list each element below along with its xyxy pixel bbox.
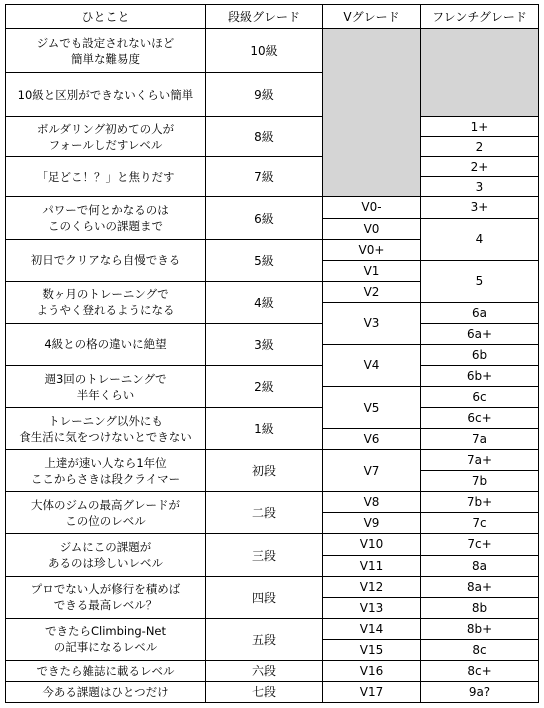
french-cell: 8c+ [421, 660, 539, 681]
french-cell: 7c+ [421, 534, 539, 555]
comment-cell [6, 117, 206, 157]
comment-cell [6, 660, 206, 681]
vgrade-cell: V14 [323, 618, 421, 639]
french-cell: 7b+ [421, 492, 539, 513]
vgrade-cell: V3 [323, 302, 421, 344]
comment-line: 食生活に気をつけないとできない [19, 429, 192, 444]
dankyu-cell: 9級 [206, 73, 323, 117]
comment-line: 「足どこ！？」と焦りだす [36, 169, 175, 184]
table-row [6, 197, 539, 218]
dankyu-cell: 4級 [206, 281, 323, 323]
comment-cell [6, 73, 206, 117]
comment-line: プロでない人が修行を積めば [30, 582, 181, 597]
table-row [6, 323, 539, 344]
empty-vgrade-cell [323, 29, 421, 197]
vgrade-cell: V9 [323, 513, 421, 534]
table-row [6, 681, 539, 702]
vgrade-cell: V6 [323, 429, 421, 450]
comment-cell [6, 408, 206, 450]
french-cell: 2 [421, 137, 539, 157]
empty-french-cell [421, 29, 539, 117]
table-row [6, 618, 539, 639]
vgrade-cell: V7 [323, 450, 421, 492]
header-row [6, 5, 539, 29]
comment-line: トレーニング以外にも [48, 413, 163, 428]
french-cell: 7a [421, 429, 539, 450]
comment-line: あるのは珍しいレベル [48, 556, 163, 570]
french-cell: 7a+ [421, 450, 539, 471]
comment-line: 週3回のトレーニングで [44, 371, 167, 386]
comment-cell [6, 618, 206, 660]
vgrade-cell: V16 [323, 660, 421, 681]
dankyu-cell: 3級 [206, 323, 323, 365]
dankyu-cell: 7級 [206, 157, 323, 197]
comment-line: パワーで何とかなるのは [42, 203, 169, 217]
comment-line: できたら雑誌に載るレベル [36, 663, 175, 678]
comment-cell [6, 365, 206, 407]
table-row [6, 450, 539, 471]
dankyu-cell: 四段 [206, 576, 323, 618]
table-row [6, 157, 539, 177]
header-comment: ひとこと [6, 5, 206, 29]
dankyu-cell: 三段 [206, 534, 323, 576]
vgrade-cell: V2 [323, 281, 421, 302]
comment-line: 半年くらい [76, 387, 135, 402]
french-cell: 8b [421, 597, 539, 618]
vgrade-cell: V0 [323, 218, 421, 239]
comment-line: 10級と区別ができないくらい簡単 [17, 87, 194, 102]
dankyu-cell: 2級 [206, 365, 323, 407]
comment-line: ジムでも設定されないほど [36, 35, 175, 50]
comment-line: ジムにこの課題が [59, 540, 152, 554]
comment-line: できる最高レベル？ [53, 598, 158, 613]
comment-line: 大体のジムの最高グレードが [30, 497, 181, 512]
vgrade-cell: V13 [323, 597, 421, 618]
vgrade-cell: V0+ [323, 239, 421, 260]
grade-comparison-table [5, 4, 539, 703]
french-cell: 6c+ [421, 408, 539, 429]
comment-line: 数ヶ月のトレーニングで [42, 287, 169, 302]
french-cell: 7c [421, 513, 539, 534]
comment-cell [6, 281, 206, 323]
comment-cell [6, 681, 206, 702]
french-cell: 1+ [421, 117, 539, 137]
french-cell: 3+ [421, 197, 539, 218]
table-row [6, 117, 539, 137]
comment-line: できたらClimbing-Net [44, 624, 167, 639]
french-cell: 7b [421, 471, 539, 492]
table-row [6, 492, 539, 513]
french-cell: 8c [421, 639, 539, 660]
dankyu-cell: 1級 [206, 408, 323, 450]
french-cell: 6c [421, 387, 539, 408]
header-dankyu: 段級グレード [206, 5, 323, 29]
comment-cell [6, 576, 206, 618]
french-cell: 6a [421, 302, 539, 323]
dankyu-cell: 6級 [206, 197, 323, 239]
dankyu-cell: 二段 [206, 492, 323, 534]
comment-cell [6, 323, 206, 365]
french-cell: 8b+ [421, 618, 539, 639]
comment-line: ようやく登れるようになる [36, 303, 175, 318]
comment-line: 4級との格の違いに絶望 [44, 337, 167, 352]
vgrade-cell: V10 [323, 534, 421, 555]
french-cell: 6b [421, 344, 539, 365]
comment-line: 簡単な難易度 [71, 51, 140, 66]
table-row [6, 29, 539, 51]
french-cell: 2+ [421, 157, 539, 177]
vgrade-cell: V15 [323, 639, 421, 660]
french-cell: 4 [421, 218, 539, 260]
comment-line: ここからさきは段クライマー [30, 471, 181, 486]
table-row [6, 534, 539, 555]
french-cell: 8a+ [421, 576, 539, 597]
dankyu-cell: 10級 [206, 29, 323, 73]
french-cell: 9a? [421, 681, 539, 702]
comment-line: このくらいの課題まで [48, 219, 163, 233]
dankyu-cell: 六段 [206, 660, 323, 681]
header-vgrade: Vグレード [323, 5, 421, 29]
comment-line: この位のレベル [65, 513, 146, 528]
dankyu-cell: 五段 [206, 618, 323, 660]
comment-cell [6, 450, 206, 492]
table-row [6, 365, 539, 386]
header-french: フレンチグレード [421, 5, 539, 29]
comment-cell [6, 239, 206, 281]
table-row [6, 408, 539, 429]
dankyu-cell: 8級 [206, 117, 323, 157]
vgrade-cell: V0- [323, 197, 421, 218]
vgrade-cell: V11 [323, 555, 421, 576]
french-cell: 8a [421, 555, 539, 576]
french-cell: 5 [421, 260, 539, 302]
comment-line: 初日でクリアなら自慢できる [30, 253, 181, 268]
vgrade-cell: V8 [323, 492, 421, 513]
french-cell: 6b+ [421, 365, 539, 386]
comment-line: 今ある課題はひとつだけ [42, 684, 169, 699]
comment-line: ボルダリング初めての人が [36, 121, 175, 136]
comment-line: フォールしだすレベル [48, 137, 163, 152]
comment-cell [6, 492, 206, 534]
table-row [6, 576, 539, 597]
vgrade-cell: V17 [323, 681, 421, 702]
dankyu-cell: 七段 [206, 681, 323, 702]
vgrade-cell: V12 [323, 576, 421, 597]
vgrade-cell: V5 [323, 387, 421, 429]
table-row [6, 660, 539, 681]
comment-cell [6, 29, 206, 73]
comment-cell [6, 197, 206, 239]
dankyu-cell: 初段 [206, 450, 323, 492]
comment-line: の記事になるレベル [53, 640, 158, 655]
vgrade-cell: V1 [323, 260, 421, 281]
comment-cell [6, 534, 206, 576]
dankyu-cell: 5級 [206, 239, 323, 281]
french-cell: 6a+ [421, 323, 539, 344]
french-cell: 3 [421, 177, 539, 197]
comment-line: 上達が速い人なら1年位 [44, 455, 167, 470]
vgrade-cell: V4 [323, 344, 421, 386]
comment-cell [6, 157, 206, 197]
